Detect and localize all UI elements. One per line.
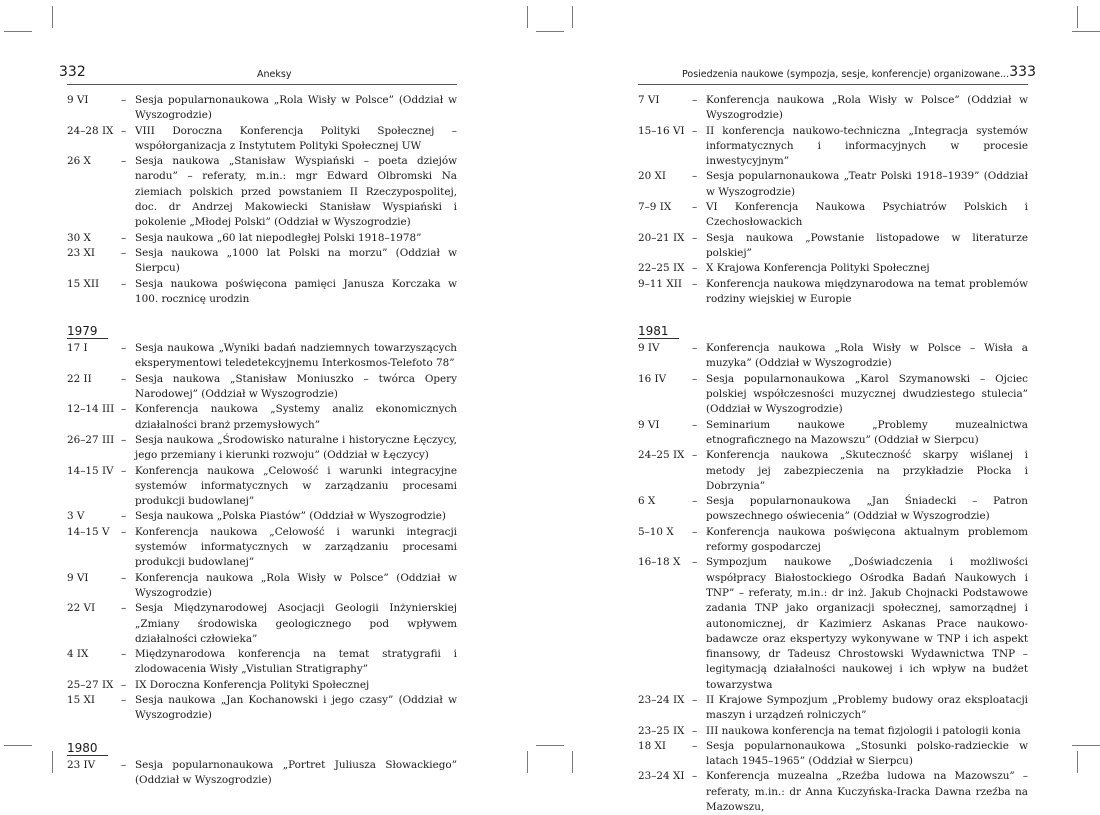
entry-dash: – [692, 372, 698, 385]
running-head: Aneksy [257, 69, 292, 80]
list-item [638, 525, 1028, 556]
year-heading-1979: 1979 [67, 324, 108, 339]
list-item [638, 200, 1028, 231]
entry-dash: – [121, 231, 127, 244]
list-item [638, 418, 1028, 449]
crop-mark [572, 6, 573, 28]
entry-date: 6 X [638, 495, 656, 508]
entry-dash: – [121, 525, 127, 538]
entry-dash: – [692, 418, 698, 431]
running-head: Posiedzenia naukowe (sympozja, sesje, konferencje) organizowane... [682, 69, 1010, 80]
entry-date: 22 VI [67, 602, 96, 615]
entry-dash: – [692, 525, 698, 538]
entry-description: Konferencja naukowa „Celowość i warunki integracyjne systemów informatycznych w zarządzaniu procesami produkcji budowlanej” [135, 464, 457, 508]
entry-dash: – [121, 372, 127, 385]
entry-dash: – [121, 124, 127, 137]
entry-description: Konferencja naukowa „Systemy analiz ekonomicznych działalności branż przemysłowych” [135, 403, 457, 431]
entry-date: 12–14 III [67, 403, 115, 416]
crop-mark [4, 31, 32, 32]
year-heading-1981: 1981 [638, 324, 679, 339]
entry-dash: – [692, 770, 698, 783]
entry-description: Sesja popularnonaukowa „Karol Szymanowski – Ojciec polskiej współczesności muzycznej dwudziestego stulecia” (Oddział w Wyszogrodzie) [706, 372, 1028, 416]
list-item [638, 448, 1028, 494]
entry-dash: – [692, 277, 698, 290]
entry-dash: – [121, 648, 127, 661]
list-item [638, 124, 1028, 170]
entry-description: Sesja naukowa „Środowisko naturalne i historyczne Łęczycy, jego przemiany i kierunki rozwoju” (Oddział w Łęczycy) [135, 433, 457, 462]
entry-date: 23 IV [67, 758, 96, 771]
entry-description: Sesja popularnonaukowa „Rola Wisły w Polsce” (Oddział w Wyszogrodzie) [135, 94, 457, 122]
entry-description: Konferencja naukowa „Skuteczność skarpy wiślanej i metody jej zabezpieczenia na przykładzie Płocka i Dobrzynia” [706, 449, 1028, 492]
entry-date: 16 IV [638, 372, 667, 385]
entry-dash: – [692, 724, 698, 737]
entry-date: 7 VI [638, 94, 660, 106]
entry-description: Sesja popularnonaukowa „Portret Juliusza Słowackiego” (Oddział w Wyszogrodzie) [135, 758, 457, 786]
entry-date: 7–9 IX [638, 201, 672, 214]
list-item [638, 277, 1028, 308]
entry-dash: – [692, 556, 698, 569]
left-page-header [59, 62, 457, 85]
entry-description: Sesja popularnonaukowa „Jan Śniadecki – Patron powszechnego oświecenia” (Oddział w Wyszogrodzie) [706, 495, 1028, 523]
list-item [638, 169, 1028, 200]
entry-dash: – [121, 403, 127, 416]
entry-description: Sesja naukowa „Stanisław Wyspiański – poeta dziejów narodu” – referaty, m.in.: mgr Edward Olbromski Na ziemiach polskich przed powstaniem II Rzeczypospolitej, doc. dr Andrzej Makowiecki Stanisław Wyspiański i pokolenie „Młodej Polski” (Oddział w Wyszogrodzie) [135, 155, 457, 229]
entry-description: Sympozjum naukowe „Doświadczenia i możliwości współpracy Białostockiego Ośrodka Badań Naukowych i TNP” – referaty, m.in.: dr inż. Jakub Chojnacki Podstawowe zadania TNP jako organizacji społecznej, samorządnej i autonomicznej, dr Kazimierz Askanas Prace naukowo-badawcze oraz ekspertyzy wykonywane w TNP i ich aspekt finansowy, dr Tadeusz Chrostowski Wydawnictwa TNP – legitymacją działalności naukowej i ich wpływ na budżet towarzystwa [706, 556, 1028, 691]
crop-mark [536, 745, 564, 746]
year-heading-1980: 1980 [67, 741, 108, 756]
entry-dash: – [692, 342, 698, 355]
entry-date: 26–27 III [67, 433, 115, 446]
entry-description: III naukowa konferencja na temat fizjologii i patologii konia [706, 724, 1021, 737]
entry-dash: – [121, 602, 127, 615]
entry-date: 22–25 IX [638, 262, 685, 275]
list-item [638, 693, 1028, 724]
crop-mark [1077, 751, 1078, 773]
entry-dash: – [121, 758, 127, 771]
entry-date: 30 X [67, 231, 91, 244]
entry-description: Konferencja naukowa poświęcona aktualnym problemom reformy gospodarczej [706, 525, 1028, 554]
entry-description: IX Doroczna Konferencja Polityki Społecznej [135, 678, 370, 691]
crop-mark [1072, 31, 1100, 32]
entry-description: Konferencja naukowa międzynarodowa na temat problemów rodziny wiejskiej w Europie [706, 277, 1028, 305]
entry-dash: – [121, 277, 127, 290]
entry-date: 5–10 X [638, 525, 674, 538]
entry-description: Sesja popularnonaukowa „Teatr Polski 1918–1939” (Oddział w Wyszogrodzie) [706, 170, 1028, 198]
list-item [638, 341, 1028, 372]
crop-mark [1072, 745, 1100, 746]
entry-dash: – [692, 201, 698, 214]
list-item [638, 261, 1028, 276]
entry-dash: – [692, 262, 698, 275]
right-page-header [638, 62, 1036, 85]
entry-list-1980 [67, 758, 457, 789]
entry-date: 9 VI [67, 571, 89, 584]
list-item [638, 739, 1028, 770]
entry-description: II konferencja naukowo-techniczna „Integracja systemów informatycznych i informacyjnych w procesie inwestycyjnym” [706, 124, 1028, 168]
entry-description: Sesja Międzynarodowej Asocjacji Geologii Inżynierskiej „Zmiany środowiska geologicznego pod wpływem działalności człowieka” [135, 602, 457, 645]
list-item [67, 758, 457, 789]
entry-dash: – [692, 94, 698, 106]
list-item [638, 555, 1028, 693]
entry-dash: – [692, 124, 698, 137]
entry-description: Sesja naukowa „Stanisław Moniuszko – twórca Opery Narodowej” (Oddział w Wyszogrodzie) [135, 372, 457, 401]
list-item [67, 402, 457, 433]
list-item [67, 246, 457, 277]
entry-list [638, 93, 1028, 307]
entry-list [67, 93, 457, 307]
entry-description: Sesja naukowa „Jan Kochanowski i jego czasy” (Oddział w Wyszogrodzie) [135, 693, 457, 722]
list-item [67, 571, 457, 602]
list-item [638, 494, 1028, 525]
entry-date: 24–25 IX [638, 449, 685, 462]
list-item [67, 509, 457, 524]
list-item [67, 601, 457, 647]
entry-date: 22 II [67, 372, 92, 385]
entry-date: 15 XII [67, 277, 100, 290]
entry-description: Konferencja naukowa „Rola Wisły w Polsce” (Oddział w Wyszogrodzie) [135, 571, 457, 599]
entry-date: 16–18 X [638, 556, 681, 569]
entry-date: 26 X [67, 155, 91, 168]
entry-description: Sesja naukowa „Polska Piastów” (Oddział w Wyszogrodzie) [135, 510, 446, 523]
list-item [638, 93, 1028, 124]
entry-dash: – [121, 571, 127, 584]
entry-description: Sesja popularnonaukowa „Stosunki polsko-radzieckie w latach 1945–1965” (Oddział w Sierpcu) [706, 739, 1028, 768]
entry-description: VIII Doroczna Konferencja Polityki Społecznej – współorganizacja z Instytutem Polityki Społecznej UW [135, 124, 457, 152]
entry-description: X Krajowa Konferencja Polityki Społecznej [706, 262, 930, 275]
list-item [638, 372, 1028, 418]
entry-date: 15–16 VI [638, 124, 685, 137]
entry-list-1979 [67, 341, 457, 723]
entry-list-1981 [638, 341, 1028, 815]
entry-dash: – [692, 231, 698, 244]
list-item [638, 724, 1028, 739]
entry-date: 24–28 IX [67, 124, 114, 137]
list-item [67, 277, 457, 308]
entry-date: 23–24 IX [638, 693, 685, 706]
list-item [638, 769, 1028, 815]
crop-mark [527, 6, 528, 28]
entry-date: 23–25 IX [638, 724, 685, 737]
entry-dash: – [121, 678, 127, 691]
entry-date: 18 XI [638, 739, 667, 752]
list-item [67, 124, 457, 155]
entry-date: 9–11 XII [638, 277, 682, 290]
entry-date: 3 V [67, 510, 85, 523]
entry-dash: – [121, 510, 127, 523]
crop-mark [1077, 6, 1078, 28]
entry-date: 14–15 IV [67, 464, 114, 477]
entry-date: 15 XI [67, 693, 96, 706]
list-item [67, 647, 457, 678]
entry-description: Seminarium naukowe „Problemy muzealnictwa etnograficznego na Mazowszu” (Oddział w Sierpcu) [706, 418, 1028, 446]
entry-description: Sesja naukowa poświęcona pamięci Janusza Korczaka w 100. rocznicę urodzin [135, 277, 457, 305]
list-item [67, 678, 457, 693]
entry-dash: – [692, 449, 698, 462]
entry-date: 9 VI [67, 94, 89, 106]
entry-description: VI Konferencja Naukowa Psychiatrów Polskich i Czechosłowackich [706, 201, 1028, 229]
entry-date: 20–21 IX [638, 231, 685, 244]
entry-dash: – [121, 246, 127, 259]
list-item [67, 372, 457, 403]
entry-date: 9 VI [638, 418, 660, 431]
entry-date: 14–15 V [67, 525, 110, 538]
entry-dash: – [121, 464, 127, 477]
entry-date: 25–27 IX [67, 678, 114, 691]
crop-mark [52, 751, 53, 773]
entry-description: Konferencja naukowa „Rola Wisły w Polsce” (Oddział w Wyszogrodzie) [706, 94, 1028, 122]
entry-date: 4 IX [67, 648, 89, 661]
entry-dash: – [692, 170, 698, 183]
entry-description: Konferencja muzealna „Rzeźba ludowa na Mazowszu” – referaty, m.in.: dr Anna Kuczyńska-Iracka Dawna rzeźba na Mazowszu, [706, 770, 1028, 814]
list-item [67, 464, 457, 510]
entry-dash: – [121, 94, 127, 106]
entry-dash: – [121, 342, 127, 355]
left-page-content [67, 93, 457, 788]
entry-dash: – [692, 693, 698, 706]
page-number: 333 [1009, 64, 1036, 80]
entry-description: Sesja naukowa „60 lat niepodległej Polski 1918–1978” [135, 231, 422, 244]
list-item [67, 231, 457, 246]
entry-description: Sesja naukowa „Powstanie listopadowe w literaturze polskiej” [706, 231, 1028, 259]
entry-description: Konferencja naukowa „Rola Wisły w Polsce – Wisła a muzyka” (Oddział w Wyszogrodzie) [706, 342, 1028, 370]
list-item [67, 341, 457, 372]
entry-date: 23 XI [67, 246, 96, 259]
entry-dash: – [692, 495, 698, 508]
list-item [67, 433, 457, 464]
crop-mark [527, 751, 528, 773]
crop-mark [572, 751, 573, 773]
entry-description: Sesja naukowa „1000 lat Polski na morzu” (Oddział w Sierpcu) [135, 246, 457, 275]
entry-dash: – [692, 739, 698, 752]
crop-mark [4, 745, 32, 746]
entry-description: II Krajowe Sympozjum „Problemy budowy oraz eksploatacji maszyn i urządzeń rolniczych” [706, 693, 1028, 722]
entry-description: Międzynarodowa konferencja na temat stratygrafii i zlodowacenia Wisły „Vistulian Stratigraphy” [135, 648, 457, 676]
entry-dash: – [121, 433, 127, 446]
page-number: 332 [59, 64, 86, 80]
list-item [67, 525, 457, 571]
right-page [638, 62, 1036, 815]
entry-description: Sesja naukowa „Wyniki badań nadziemnych towarzyszących eksperymentowi teledetekcyjnemu Interkosmos-Telefoto 78” [135, 342, 457, 370]
list-item [67, 154, 457, 230]
entry-dash: – [121, 155, 127, 168]
entry-dash: – [121, 693, 127, 706]
list-item [67, 693, 457, 724]
list-item [638, 231, 1028, 262]
crop-mark [536, 31, 564, 32]
entry-date: 23–24 XI [638, 770, 685, 783]
entry-date: 20 XI [638, 170, 667, 183]
crop-mark [52, 6, 53, 28]
entry-description: Konferencja naukowa „Celowość i warunki integracji systemów informatycznych w zarządzaniu procesami produkcji budowlanej” [135, 525, 457, 569]
entry-date: 17 I [67, 342, 88, 355]
left-page [59, 62, 457, 788]
right-page-content [638, 93, 1028, 815]
entry-date: 9 IV [638, 342, 660, 355]
list-item [67, 93, 457, 124]
